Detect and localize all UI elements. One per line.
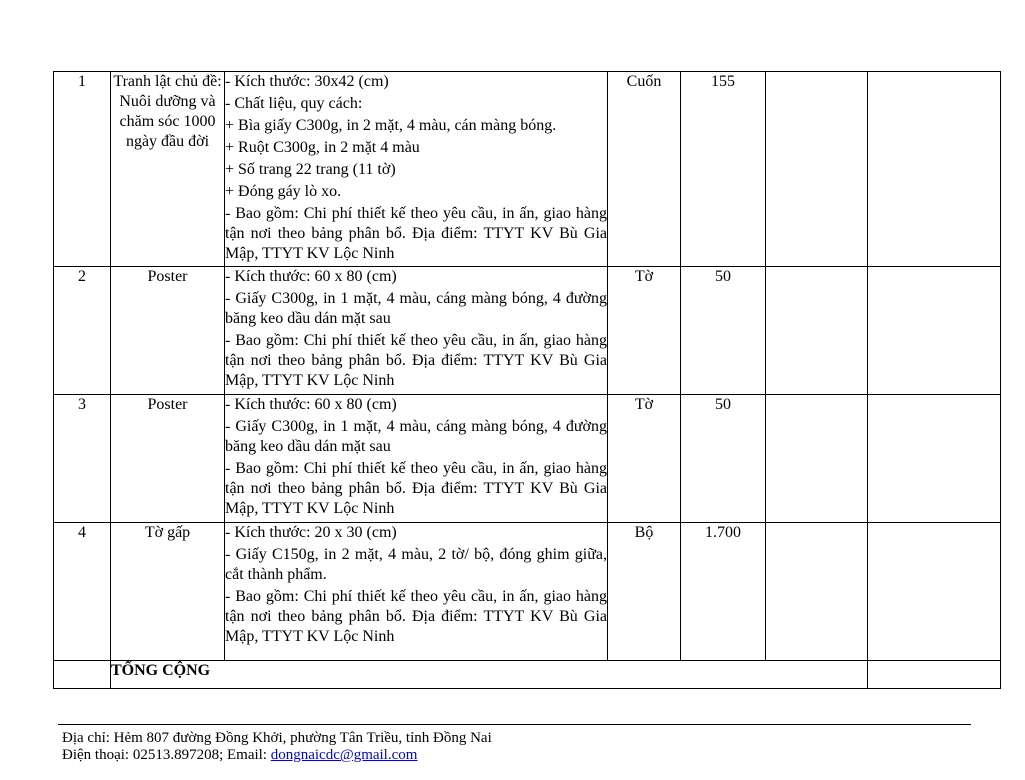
table-row	[54, 72, 1001, 267]
description-line: + Bìa giấy C300g, in 2 mặt, 4 màu, cán màng bóng.	[225, 117, 557, 134]
item-description	[225, 395, 608, 523]
table-row	[54, 523, 1001, 661]
item-unit: Cuốn	[608, 72, 681, 267]
item-unit: Bộ	[608, 523, 681, 661]
item-name: Poster	[111, 267, 225, 395]
item-number: 4	[54, 523, 111, 661]
description-line: - Kích thước: 60 x 80 (cm)	[225, 396, 397, 413]
description-line: - Kích thước: 30x42 (cm)	[225, 73, 389, 90]
description-line: - Bao gồm: Chi phí thiết kế theo yêu cầu, in ấn, giao hàng tận nơi theo bảng phân bổ. Địa điểm: TTYT KV Bù Gia Mập, TTYT KV Lộc Ninh	[225, 460, 607, 517]
item-total	[868, 523, 1001, 661]
description-line: + Đóng gáy lò xo.	[225, 183, 342, 200]
item-number: 1	[54, 72, 111, 267]
item-total	[868, 72, 1001, 267]
item-name: Tranh lật chủ đề: Nuôi dưỡng và chăm sóc 1000 ngày đầu đời	[111, 72, 225, 267]
description-line: - Chất liệu, quy cách:	[225, 95, 363, 112]
items-table	[53, 71, 1001, 689]
total-row	[54, 661, 1001, 689]
description-line: + Ruột C300g, in 2 mặt 4 màu	[225, 139, 420, 156]
total-label: TỔNG CỘNG	[111, 661, 868, 689]
item-description	[225, 523, 608, 661]
total-row-blank-cell	[54, 661, 111, 689]
description-line: - Bao gồm: Chi phí thiết kế theo yêu cầu, in ấn, giao hàng tận nơi theo bảng phân bổ. Địa điểm: TTYT KV Bù Gia Mập, TTYT KV Lộc Ninh	[225, 332, 607, 389]
item-description	[225, 267, 608, 395]
footer-contact	[62, 747, 492, 764]
grand-total-cell	[868, 661, 1001, 689]
footer	[62, 730, 492, 764]
description-line: - Kích thước: 60 x 80 (cm)	[225, 268, 397, 285]
item-quantity: 155	[681, 72, 766, 267]
table-row	[54, 395, 1001, 523]
footer-address: Địa chỉ: Hẻm 807 đường Đồng Khởi, phường Tân Triều, tỉnh Đồng Nai	[62, 730, 492, 746]
item-quantity: 1.700	[681, 523, 766, 661]
item-price	[766, 395, 868, 523]
item-quantity: 50	[681, 267, 766, 395]
description-line: - Giấy C150g, in 2 mặt, 4 màu, 2 tờ/ bộ, đóng ghim giữa, cắt thành phẩm.	[225, 546, 607, 583]
email-link[interactable]: dongnaicdc@gmail.com	[270, 747, 418, 763]
item-total	[868, 267, 1001, 395]
item-unit: Tờ	[608, 267, 681, 395]
description-line: - Bao gồm: Chi phí thiết kế theo yêu cầu, in ấn, giao hàng tận nơi theo bảng phân bổ. Địa điểm: TTYT KV Bù Gia Mập, TTYT KV Lộc Ninh	[225, 588, 607, 645]
item-total	[868, 395, 1001, 523]
item-quantity: 50	[681, 395, 766, 523]
item-description	[225, 72, 608, 267]
description-line: - Kích thước: 20 x 30 (cm)	[225, 524, 397, 541]
description-line: - Bao gồm: Chi phí thiết kế theo yêu cầu, in ấn, giao hàng tận nơi theo bảng phân bổ. Địa điểm: TTYT KV Bù Gia Mập, TTYT KV Lộc Ninh	[225, 205, 607, 262]
item-name: Poster	[111, 395, 225, 523]
item-unit: Tờ	[608, 395, 681, 523]
item-number: 3	[54, 395, 111, 523]
item-number: 2	[54, 267, 111, 395]
footer-divider	[58, 724, 971, 725]
table-row	[54, 267, 1001, 395]
item-price	[766, 523, 868, 661]
description-line: + Số trang 22 trang (11 tờ)	[225, 161, 396, 178]
item-name: Tờ gấp	[111, 523, 225, 661]
description-line: - Giấy C300g, in 1 mặt, 4 màu, cáng màng bóng, 4 đường băng keo dầu dán mặt sau	[225, 418, 607, 455]
description-line: - Giấy C300g, in 1 mặt, 4 màu, cáng màng bóng, 4 đường băng keo dầu dán mặt sau	[225, 290, 607, 327]
footer-phone: Điện thoại: 02513.897208; Email:	[62, 747, 271, 763]
item-price	[766, 72, 868, 267]
item-price	[766, 267, 868, 395]
